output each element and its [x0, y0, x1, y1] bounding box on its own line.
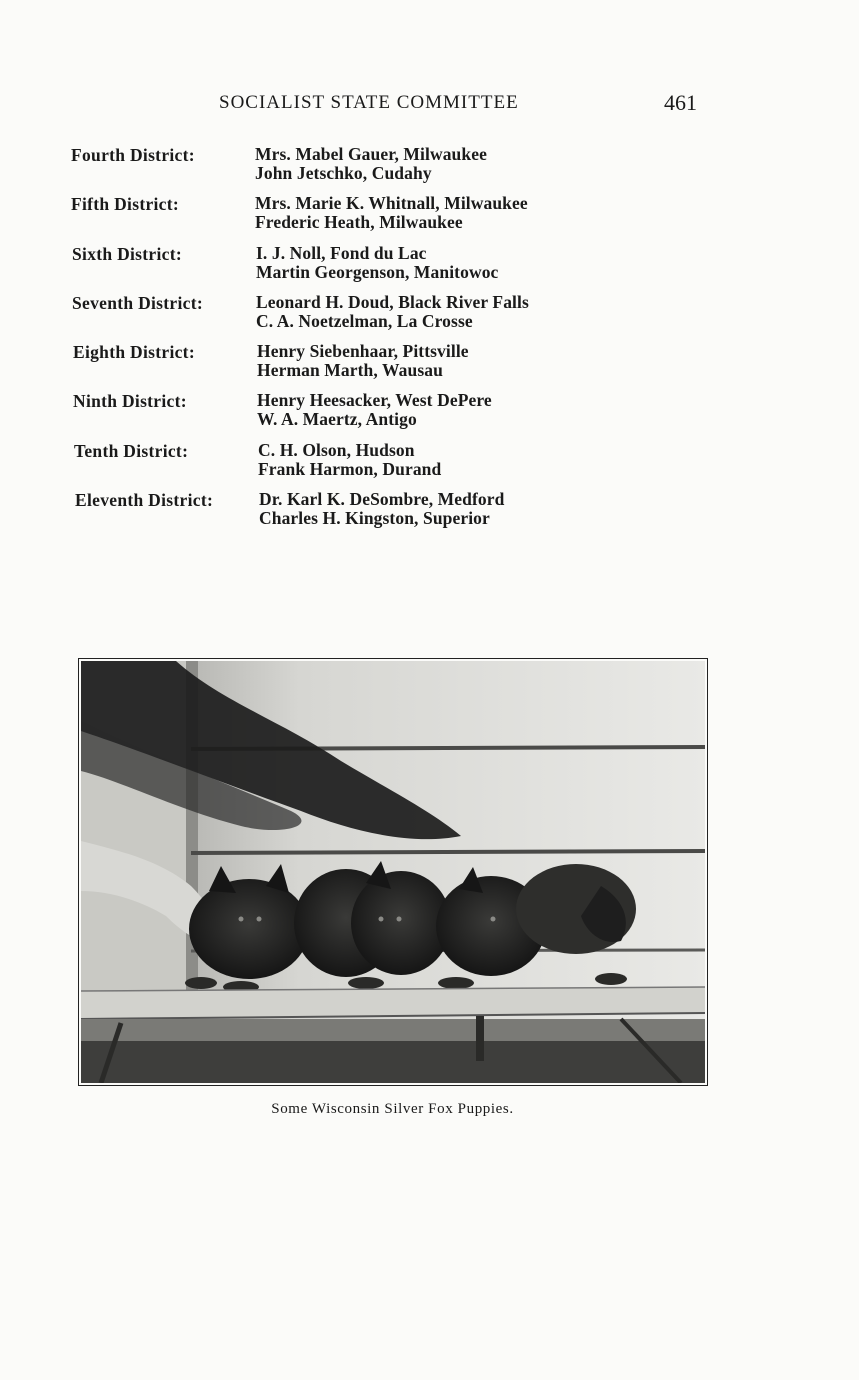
page-header: [0, 92, 859, 122]
district-entry-fourth: [71, 145, 771, 189]
district-label: Ninth District:: [73, 391, 187, 411]
district-label: Tenth District:: [74, 441, 189, 461]
district-label: Fourth District:: [71, 145, 195, 165]
member-name: Mrs. Marie K. Whitnall, Milwaukee: [255, 193, 528, 213]
running-title: SOCIALIST STATE COMMITTEE: [219, 92, 519, 113]
member-name: Henry Heesacker, West DePere: [257, 390, 492, 410]
member-name: C. A. Noetzelman, La Crosse: [256, 310, 473, 331]
photo-illustration: [81, 661, 705, 1083]
district-members: [256, 293, 529, 330]
district-entry-seventh: [72, 293, 772, 337]
district-label: Fifth District:: [71, 194, 180, 214]
member-name: Dr. Karl K. DeSombre, Medford: [259, 489, 505, 509]
district-members: [255, 145, 487, 182]
member-name: W. A. Maertz, Antigo: [257, 408, 417, 429]
district-label: Eleventh District:: [75, 490, 214, 510]
figure-caption: Some Wisconsin Silver Fox Puppies.: [271, 1101, 514, 1117]
member-name: I. J. Noll, Fond du Lac: [256, 243, 427, 263]
district-members: [259, 490, 504, 527]
district-entry-fifth: [71, 194, 771, 238]
member-name: Mrs. Mabel Gauer, Milwaukee: [255, 144, 487, 164]
district-label: Sixth District:: [72, 244, 182, 264]
member-name: C. H. Olson, Hudson: [258, 440, 415, 460]
member-name: Martin Georgenson, Manitowoc: [256, 261, 499, 282]
district-entry-eleventh: [75, 490, 775, 534]
fox-puppies-photo: [78, 658, 708, 1086]
member-name: Herman Marth, Wausau: [257, 359, 443, 380]
district-entry-eighth: [73, 342, 773, 386]
district-entry-tenth: [74, 441, 774, 485]
district-label: Seventh District:: [72, 293, 203, 313]
member-name: Charles H. Kingston, Superior: [259, 507, 490, 528]
district-label: Eighth District:: [73, 342, 195, 362]
member-name: Henry Siebenhaar, Pittsville: [257, 341, 469, 361]
district-members: [258, 441, 441, 478]
district-members: [257, 391, 492, 428]
member-name: Frank Harmon, Durand: [258, 458, 442, 479]
district-entry-sixth: [72, 244, 772, 288]
member-name: John Jetschko, Cudahy: [255, 162, 432, 183]
district-members: [257, 342, 469, 379]
member-name: Frederic Heath, Milwaukee: [255, 211, 463, 232]
member-name: Leonard H. Doud, Black River Falls: [256, 292, 529, 312]
district-members: [256, 244, 498, 281]
district-entry-ninth: [73, 391, 773, 435]
district-members: [255, 194, 528, 231]
page-number: 461: [664, 90, 697, 115]
